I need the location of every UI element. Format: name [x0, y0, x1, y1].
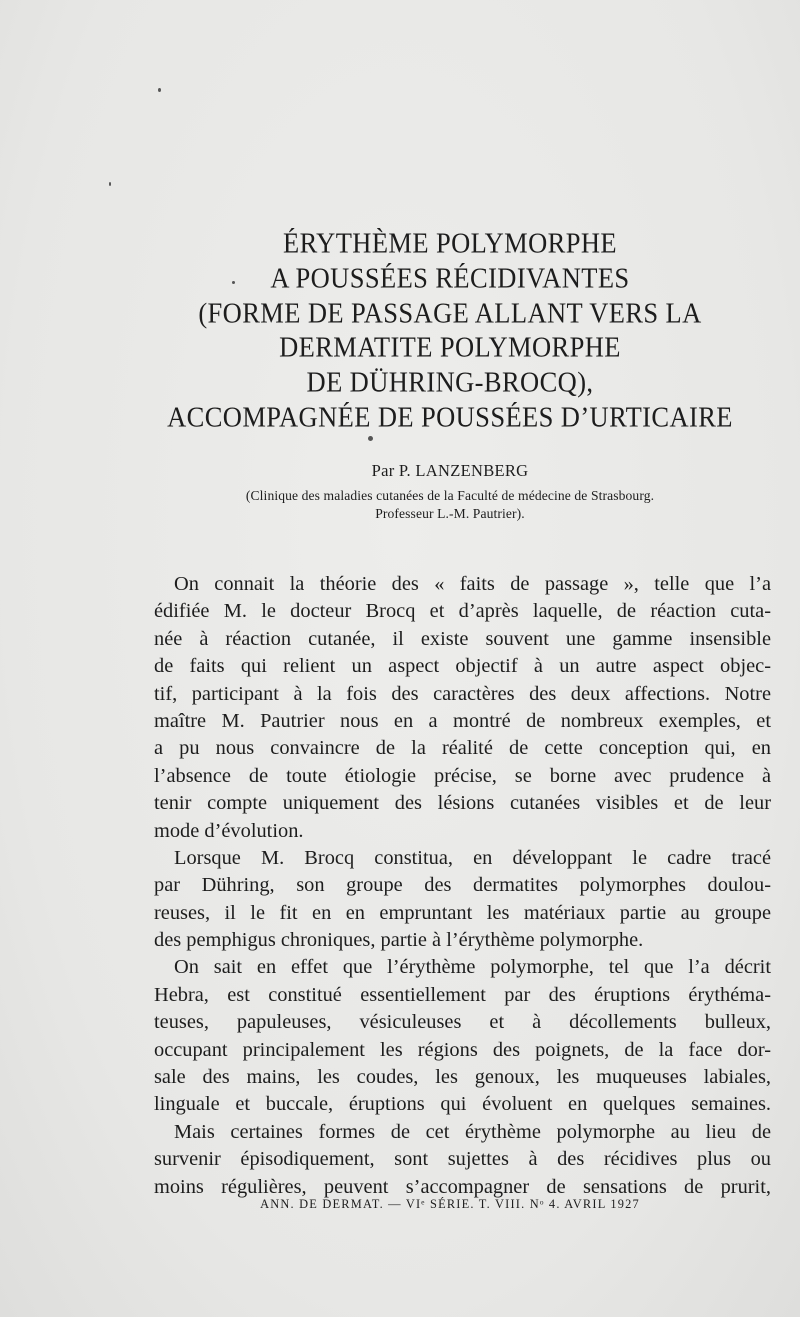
text-line: moins régulières, peuvent s’accompagner de sensations de prurit,: [154, 1175, 771, 1198]
journal-footer: ANN. DE DERMAT. — VIᵉ SÉRIE. T. VIII. Nᵒ 4. AVRIL 1927: [260, 1197, 640, 1211]
ink-speck: [109, 182, 111, 186]
ink-speck: [158, 88, 161, 92]
text-line: maître M. Pautrier nous en a montré de nombreux exemples, et: [154, 709, 771, 732]
text-line: de faits qui relient un aspect objectif à un autre aspect objec-: [154, 655, 771, 678]
article-body: [154, 571, 771, 1201]
affiliation-line: (Clinique des maladies cutanées de la Faculté de médecine de Strasbourg.: [245, 488, 655, 503]
text-line: On sait en effet que l’érythème polymorphe, tel que l’a décrit: [174, 956, 771, 979]
text-line: des pemphigus chroniques, partie à l’érythème polymorphe.: [154, 929, 644, 952]
text-line: Mais certaines formes de cet érythème polymorphe au lieu de: [174, 1120, 771, 1143]
title-line: ACCOMPAGNÉE DE POUSSÉES D’URTICAIRE: [167, 400, 733, 434]
author-byline: Par P. LANZENBERG: [371, 461, 529, 480]
title-line: DERMATITE POLYMORPHE: [279, 331, 621, 364]
article-title: [150, 226, 750, 435]
text-line: sale des mains, les coudes, les genoux, les muqueuses labiales,: [154, 1066, 771, 1089]
ink-speck: [368, 436, 373, 441]
text-line: l’absence de toute étiologie précise, se borne avec prudence à: [154, 764, 771, 787]
title-line: DE DÜHRING-BROCQ),: [306, 365, 594, 399]
text-line: Lorsque M. Brocq constitua, en développant le cadre tracé: [174, 846, 771, 869]
paragraph: [154, 845, 771, 955]
author-affiliation: [150, 487, 750, 523]
title-line: A POUSSÉES RÉCIDIVANTES: [270, 261, 630, 294]
text-line: mode d’évolution.: [154, 819, 304, 842]
title-line: ÉRYTHÈME POLYMORPHE: [282, 226, 617, 260]
text-line: née à réaction cutanée, il existe souvent une gamme insensible: [154, 627, 771, 650]
paragraph: [154, 571, 771, 845]
text-line: a pu nous convaincre de la réalité de cette conception qui, en: [154, 737, 771, 760]
text-line: survenir épisodiquement, sont sujettes à des récidives plus ou: [154, 1148, 771, 1171]
text-line: On connait la théorie des « faits de passage », telle que l’a: [174, 573, 771, 595]
text-line: linguale et buccale, éruptions qui évoluent en quelques semaines.: [154, 1093, 771, 1116]
text-line: teuses, papuleuses, vésiculeuses et à décollements bulleux,: [154, 1011, 771, 1034]
text-line: édifiée M. le docteur Brocq et d’après laquelle, de réaction cuta-: [154, 600, 771, 623]
text-line: reuses, il le fit en en empruntant les matériaux partie au groupe: [154, 901, 771, 924]
text-line: tif, participant à la fois des caractères des deux affections. Notre: [154, 682, 771, 705]
text-line: occupant principalement les régions des poignets, de la face dor-: [154, 1038, 771, 1061]
text-line: Hebra, est constitué essentiellement par des éruptions érythéma-: [154, 983, 771, 1006]
title-line: (FORME DE PASSAGE ALLANT VERS LA: [198, 296, 702, 329]
paragraph: [154, 954, 771, 1118]
affiliation-line: Professeur L.-M. Pautrier).: [375, 506, 525, 521]
text-line: tenir compte uniquement des lésions cutanées visibles et de leur: [154, 792, 771, 815]
text-line: par Dühring, son groupe des dermatites polymorphes doulou-: [154, 874, 771, 897]
paragraph: [154, 1119, 771, 1201]
